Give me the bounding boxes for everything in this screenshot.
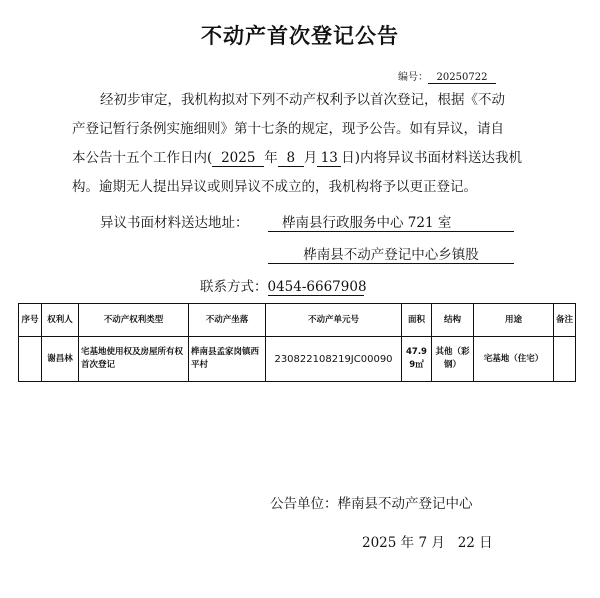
header-unit-number: 不动产单元号 bbox=[266, 304, 402, 337]
deadline-month: 8 bbox=[278, 150, 304, 167]
header-remarks: 备注 bbox=[554, 304, 576, 337]
announcement-table bbox=[18, 303, 576, 382]
cell-serial bbox=[19, 337, 42, 382]
address-line-2-text: 桦南县不动产登记中心乡镇股 bbox=[268, 243, 514, 264]
address-label: 异议书面材料送达地址： bbox=[100, 215, 249, 231]
contact-label: 联系方式： bbox=[200, 279, 268, 295]
cell-structure: 其他（彩钢） bbox=[432, 337, 474, 382]
body-line-3-prefix: 本公告十五个工作日内( bbox=[72, 150, 213, 166]
address-line-2 bbox=[268, 243, 514, 264]
announcement-number bbox=[398, 68, 496, 84]
deadline-day: 13 bbox=[317, 150, 341, 167]
deadline-month-unit: 月 bbox=[303, 150, 318, 166]
table-header-row bbox=[19, 304, 576, 337]
body-line-1: 经初步审定，我机构拟对下列不动产权利予以首次登记，根据《不动 bbox=[100, 92, 505, 108]
header-serial: 序号 bbox=[19, 304, 42, 337]
cell-location: 桦南县孟家岗镇西平村 bbox=[189, 337, 266, 382]
header-right-holder: 权利人 bbox=[42, 304, 79, 337]
table-row bbox=[19, 337, 576, 382]
cell-right-holder: 谢昌林 bbox=[42, 337, 79, 382]
header-area: 面积 bbox=[402, 304, 432, 337]
body-line-3-suffix: 日)内将异议书面材料送达我机 bbox=[341, 150, 523, 166]
deadline-year-unit: 年 bbox=[264, 150, 278, 166]
contact-row bbox=[200, 275, 367, 296]
cell-unit-number: 230822108219JC00090 bbox=[266, 337, 402, 382]
announcing-unit bbox=[270, 492, 473, 512]
address-line-1-text: 桦南县行政服务中心 721 室 bbox=[268, 211, 514, 232]
cell-area: 47.99㎡ bbox=[402, 337, 432, 382]
cell-usage: 宅基地（住宅） bbox=[474, 337, 554, 382]
cell-right-type: 宅基地使用权及房屋所有权首次登记 bbox=[79, 337, 189, 382]
body-line-4: 构。逾期无人提出异议或则异议不成立的，我机构将予以更正登记。 bbox=[72, 179, 477, 195]
header-right-type: 不动产权利类型 bbox=[79, 304, 189, 337]
deadline-year: 2025 bbox=[212, 150, 264, 167]
body-line-3 bbox=[72, 146, 522, 167]
announcement-date: 2025 年 7 月 22 日 bbox=[362, 535, 493, 551]
header-structure: 结构 bbox=[432, 304, 474, 337]
announcing-unit-value: 桦南县不动产登记中心 bbox=[337, 496, 473, 512]
number-label: 编号： bbox=[398, 72, 428, 83]
body-line-2: 产登记暂行条例实施细则》第十七条的规定，现予公告。如有异议，请自 bbox=[72, 121, 504, 137]
cell-remarks bbox=[554, 337, 576, 382]
page-title: 不动产首次登记公告 bbox=[201, 23, 399, 48]
address-line-1 bbox=[268, 211, 514, 232]
header-usage: 用途 bbox=[474, 304, 554, 337]
header-location: 不动产坐落 bbox=[189, 304, 266, 337]
number-value: 20250722 bbox=[428, 72, 496, 84]
announcing-unit-label: 公告单位： bbox=[270, 496, 338, 512]
contact-value: 0454-6667908 bbox=[267, 279, 367, 295]
